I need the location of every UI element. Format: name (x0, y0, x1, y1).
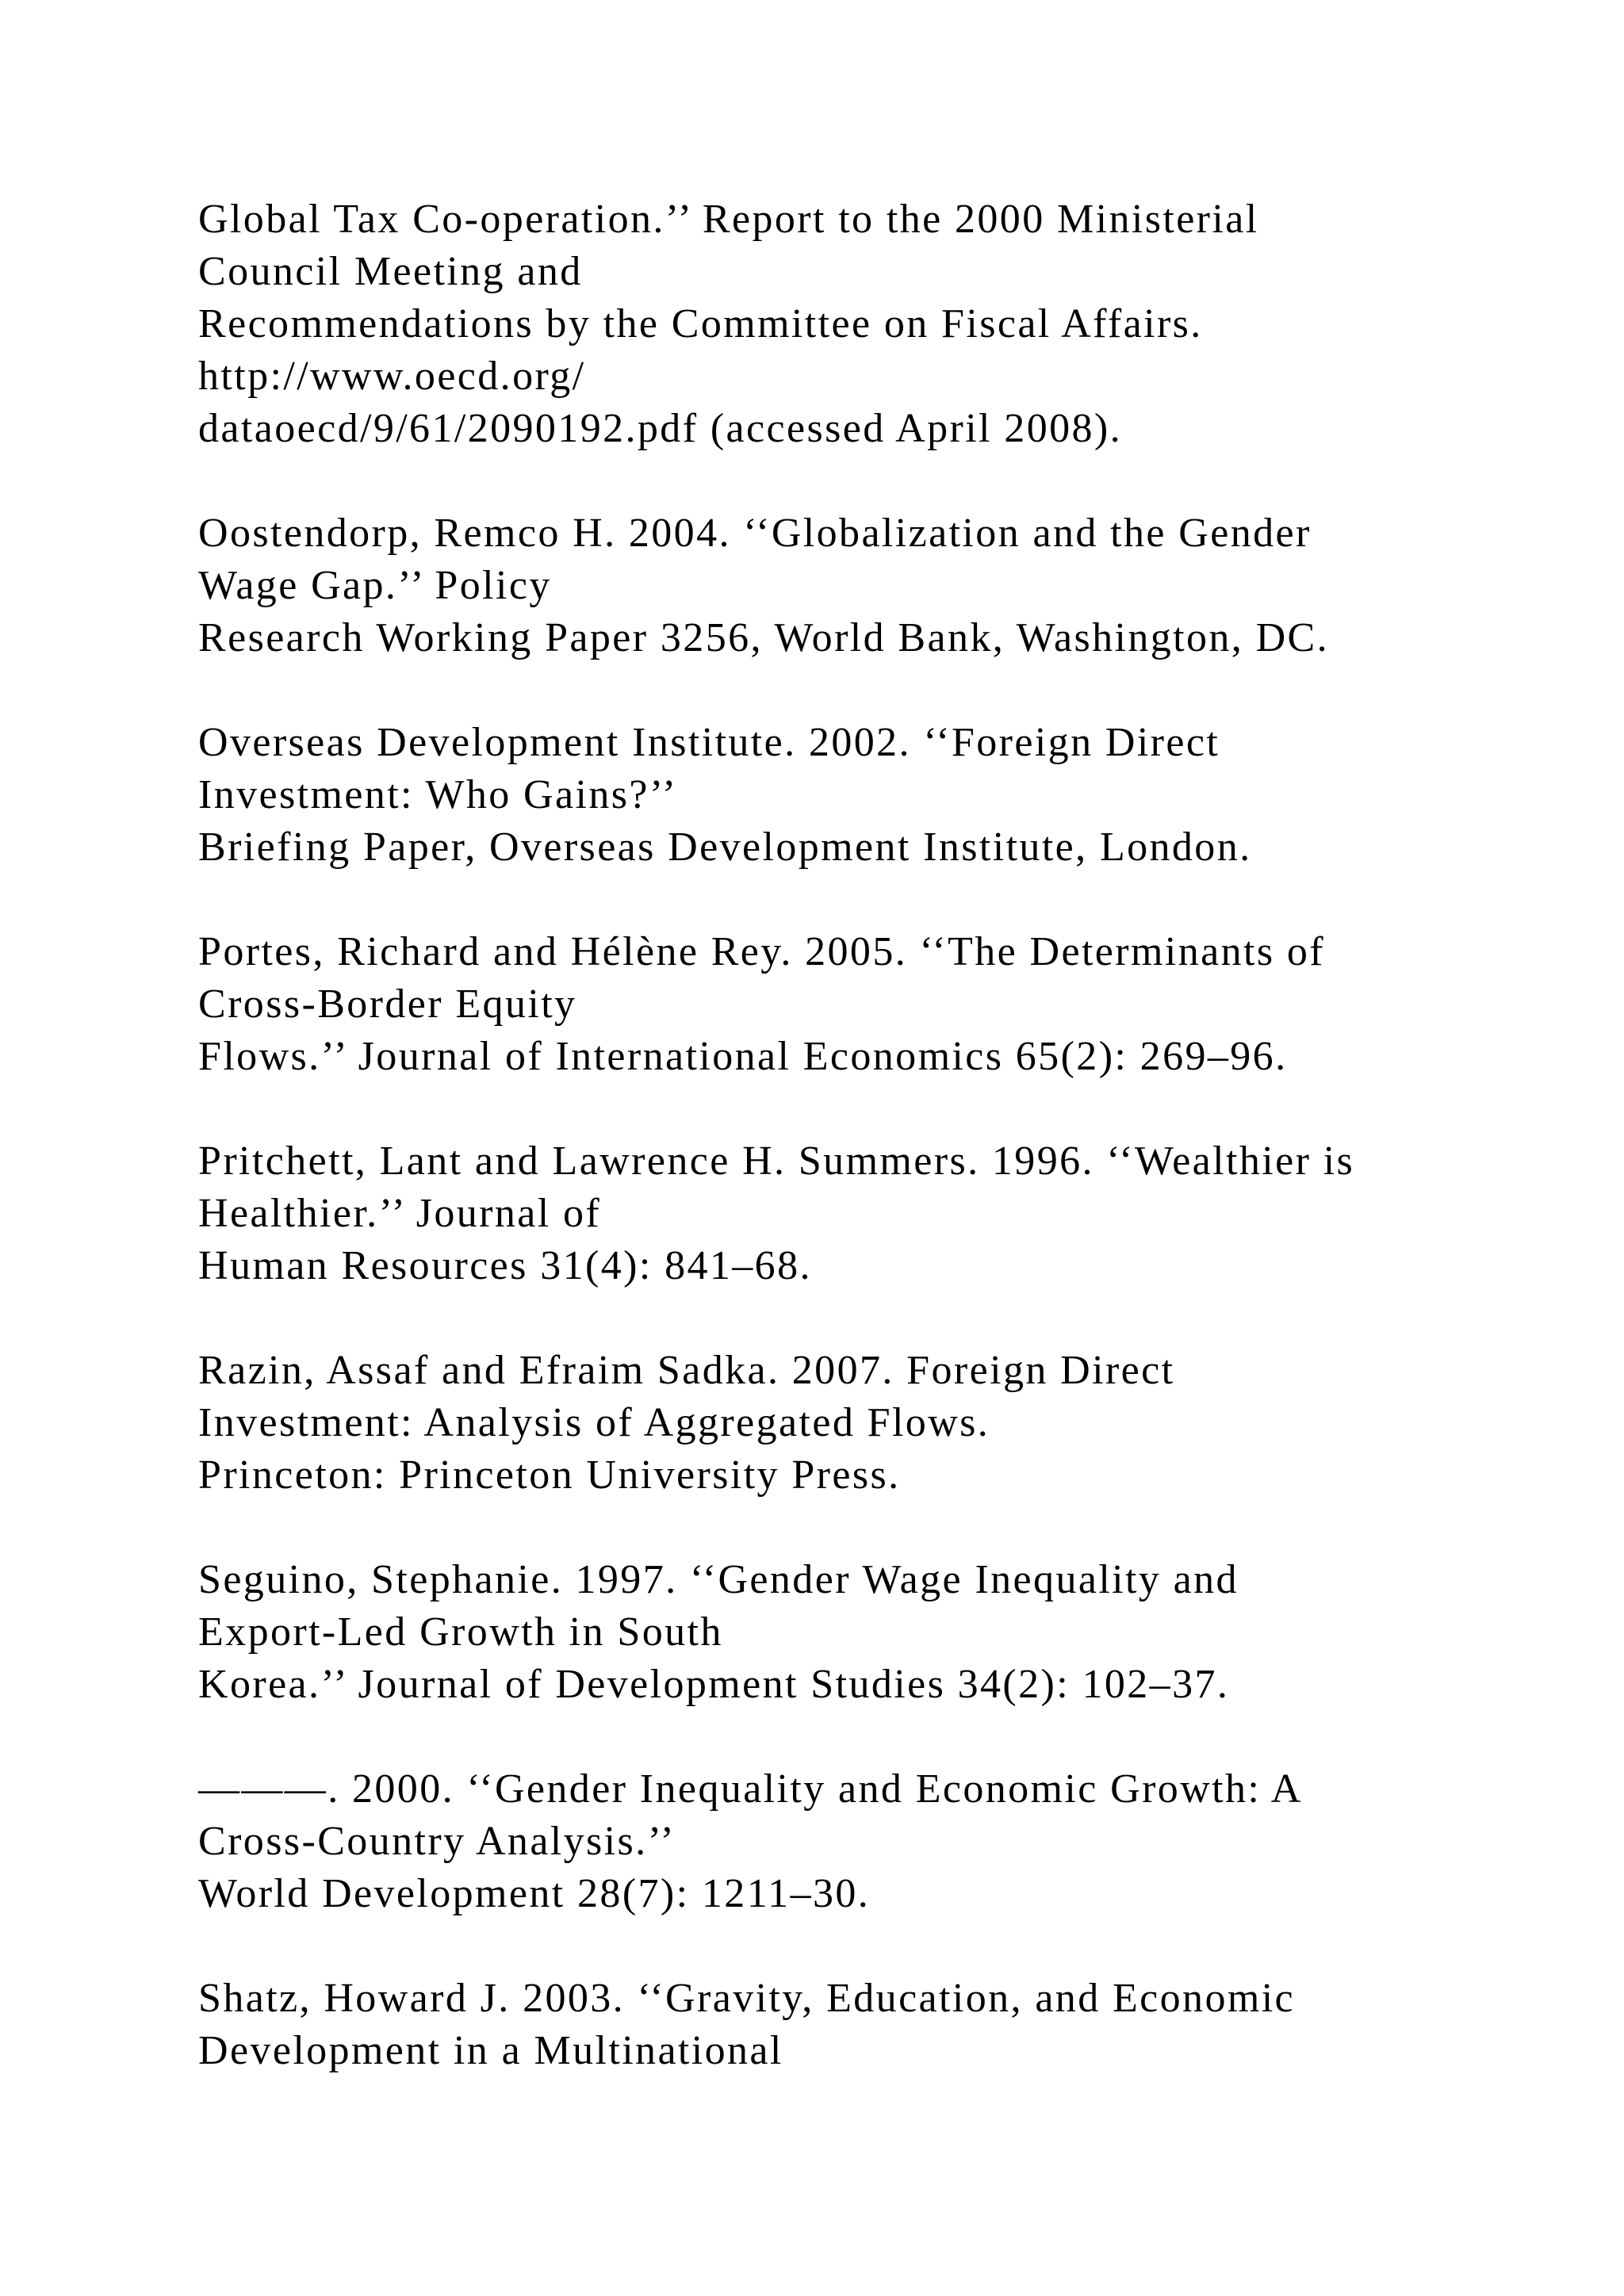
reference-line: Human Resources 31(4): 841–68. (198, 1243, 812, 1288)
reference-line: Recommendations by the Committee on Fiscal Affairs. (198, 301, 1203, 346)
reference-entry (198, 193, 1562, 455)
reference-line: World Development 28(7): 1211–30. (198, 1871, 871, 1916)
reference-line: Cross-Country Analysis.’’ (198, 1819, 676, 1864)
reference-entry (198, 717, 1562, 874)
reference-line: Export-Led Growth in South (198, 1609, 723, 1655)
reference-list (198, 193, 1562, 2130)
reference-line: Overseas Development Institute. 2002. ‘‘Foreign Direct (198, 720, 1220, 765)
reference-line: Oostendorp, Remco H. 2004. ‘‘Globalization and the Gender (198, 511, 1312, 556)
reference-entry (198, 1135, 1562, 1292)
reference-line: Seguino, Stephanie. 1997. ‘‘Gender Wage Inequality and (198, 1557, 1239, 1602)
reference-line: ———. 2000. ‘‘Gender Inequality and Economic Growth: A (198, 1766, 1303, 1812)
reference-line: Wage Gap.’’ Policy (198, 563, 552, 608)
reference-line: Shatz, Howard J. 2003. ‘‘Gravity, Education, and Economic (198, 1976, 1296, 2021)
reference-line: http://www.oecd.org/ (198, 354, 586, 399)
reference-line: Flows.’’ Journal of International Economics 65(2): 269–96. (198, 1034, 1288, 1079)
reference-line: Healthier.’’ Journal of (198, 1191, 602, 1236)
reference-entry (198, 1554, 1562, 1711)
reference-line: dataoecd/9/61/2090192.pdf (accessed April 2008). (198, 406, 1123, 451)
reference-line: Razin, Assaf and Efraim Sadka. 2007. Foreign Direct (198, 1348, 1175, 1393)
reference-line: Briefing Paper, Overseas Development Institute, London. (198, 825, 1252, 870)
reference-line: Research Working Paper 3256, World Bank, Washington, DC. (198, 615, 1330, 660)
reference-line: Korea.’’ Journal of Development Studies 34(2): 102–37. (198, 1662, 1230, 1707)
reference-entry (198, 507, 1562, 664)
reference-line: Cross-Border Equity (198, 982, 577, 1027)
reference-line: Development in a Multinational (198, 2028, 783, 2073)
reference-line: Investment: Who Gains?’’ (198, 772, 678, 817)
reference-line: Princeton: Princeton University Press. (198, 1452, 901, 1498)
reference-line: Pritchett, Lant and Lawrence H. Summers. 1996. ‘‘Wealthier is (198, 1138, 1355, 1184)
reference-line: Council Meeting and (198, 249, 583, 294)
reference-entry (198, 1763, 1562, 1920)
reference-line: Global Tax Co-operation.’’ Report to the 2000 Ministerial (198, 197, 1259, 242)
reference-entry (198, 1345, 1562, 1502)
reference-line: Investment: Analysis of Aggregated Flows. (198, 1400, 990, 1445)
reference-entry (198, 1973, 1562, 2077)
reference-line: Portes, Richard and Hélène Rey. 2005. ‘‘The Determinants of (198, 929, 1325, 974)
reference-entry (198, 926, 1562, 1083)
